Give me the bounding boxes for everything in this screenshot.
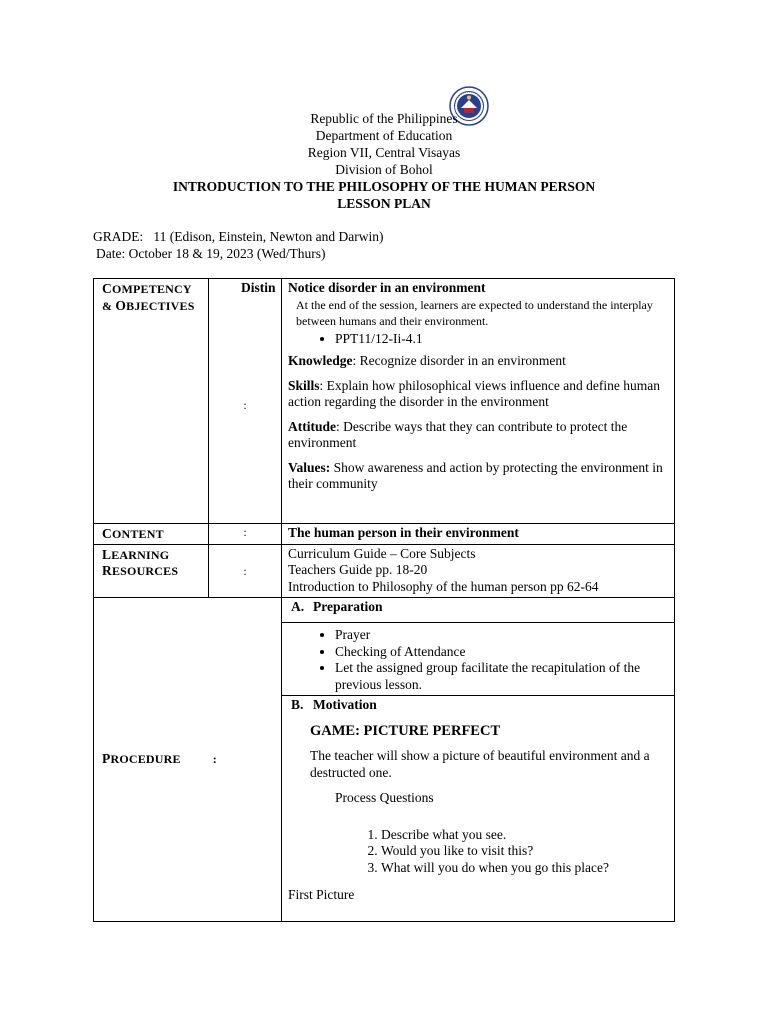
department-line: Department of Education <box>315 128 453 143</box>
competency-content <box>282 279 675 524</box>
lesson-meta <box>93 228 383 262</box>
colon-resources: : <box>209 544 282 598</box>
label-procedure: PROCEDURE : <box>102 751 217 767</box>
content-text: The human person in their environment <box>282 524 675 545</box>
republic-line: Republic of the Philippines <box>310 111 458 126</box>
competency-code: • PPT11/12-Ii-4.1 <box>335 331 668 348</box>
preparation-item: • Prayer <box>335 627 668 644</box>
row-resources <box>94 544 675 598</box>
doc-type-title: LESSON PLAN <box>337 196 431 211</box>
process-questions-title: Process Questions <box>335 790 434 805</box>
colon-content: : <box>209 524 282 545</box>
knowledge-objective: Knowledge: Recognize disorder in an environment <box>288 353 566 368</box>
competency-intro: At the end of the session, learners are expected to understand the interplay between humans and their environment. <box>296 297 653 328</box>
row-content <box>94 524 675 545</box>
motivation-cell: B. Motivation GAME: PICTURE PERFECT The teacher will show a picture of beautiful environment and a destructed one. Process Questions 1. Describe what you see. 2. Would you like to visit this? 3. What will you do when you go this place? First Picture <box>282 696 675 922</box>
question-item: 3. What will you do when you go this place? <box>381 860 668 877</box>
game-description: The teacher will show a picture of beautiful environment and a destructed one. <box>310 748 650 780</box>
preparation-list <box>288 627 668 693</box>
question-item: 1. Describe what you see. <box>381 827 668 844</box>
label-procedure-cell <box>94 598 282 922</box>
subject-title: INTRODUCTION TO THE PHILOSOPHY OF THE HUMAN PERSON <box>172 179 596 194</box>
lesson-plan-table <box>93 278 675 922</box>
competency-code-list <box>288 331 668 348</box>
grade-line: GRADE: 11 (Edison, Einstein, Newton and Darwin) <box>93 229 384 244</box>
colon-mark: : <box>243 398 247 412</box>
resource-item: Introduction to Philosophy of the human person pp 62-64 <box>288 578 599 594</box>
attitude-objective: Attitude: Describe ways that they can contribute to protect the environment <box>288 418 628 450</box>
document-header <box>0 110 768 212</box>
row-competency <box>94 279 675 524</box>
skills-objective: Skills: Explain how philosophical views influence and define human action regarding the disorder in the environment <box>288 377 660 409</box>
preparation-item: • Checking of Attendance <box>335 644 668 661</box>
label-content: CONTENT <box>94 524 209 545</box>
clipped-text: Distin <box>241 280 276 295</box>
resources-list <box>282 544 675 598</box>
division-line: Division of Bohol <box>335 162 433 177</box>
values-objective: Values: Show awareness and action by protecting the environment in their community <box>288 459 663 491</box>
question-item: 2. Would you like to visit this? <box>381 843 668 860</box>
label-resources: LEARNING RESOURCES <box>94 544 209 598</box>
first-picture-label: First Picture <box>288 887 355 902</box>
preparation-item: • Let the assigned group facilitate the recapitulation of the previous lesson. <box>335 660 668 693</box>
process-questions-list <box>288 827 668 877</box>
label-competency: COMPETENCY & OBJECTIVES <box>94 279 209 524</box>
game-title: GAME: PICTURE PERFECT <box>310 722 501 739</box>
competency-title: Notice disorder in an environment <box>288 280 486 295</box>
date-line: Date: October 18 & 19, 2023 (Wed/Thurs) <box>96 246 326 261</box>
resource-item: Curriculum Guide – Core Subjects <box>288 545 476 561</box>
preparation-heading: A. Preparation <box>282 598 675 623</box>
row-preparation-head <box>94 598 675 623</box>
resource-item: Teachers Guide pp. 18-20 <box>288 562 428 577</box>
region-line: Region VII, Central Visayas <box>307 145 461 160</box>
preparation-items-cell <box>282 623 675 696</box>
colon-competency <box>209 279 282 524</box>
